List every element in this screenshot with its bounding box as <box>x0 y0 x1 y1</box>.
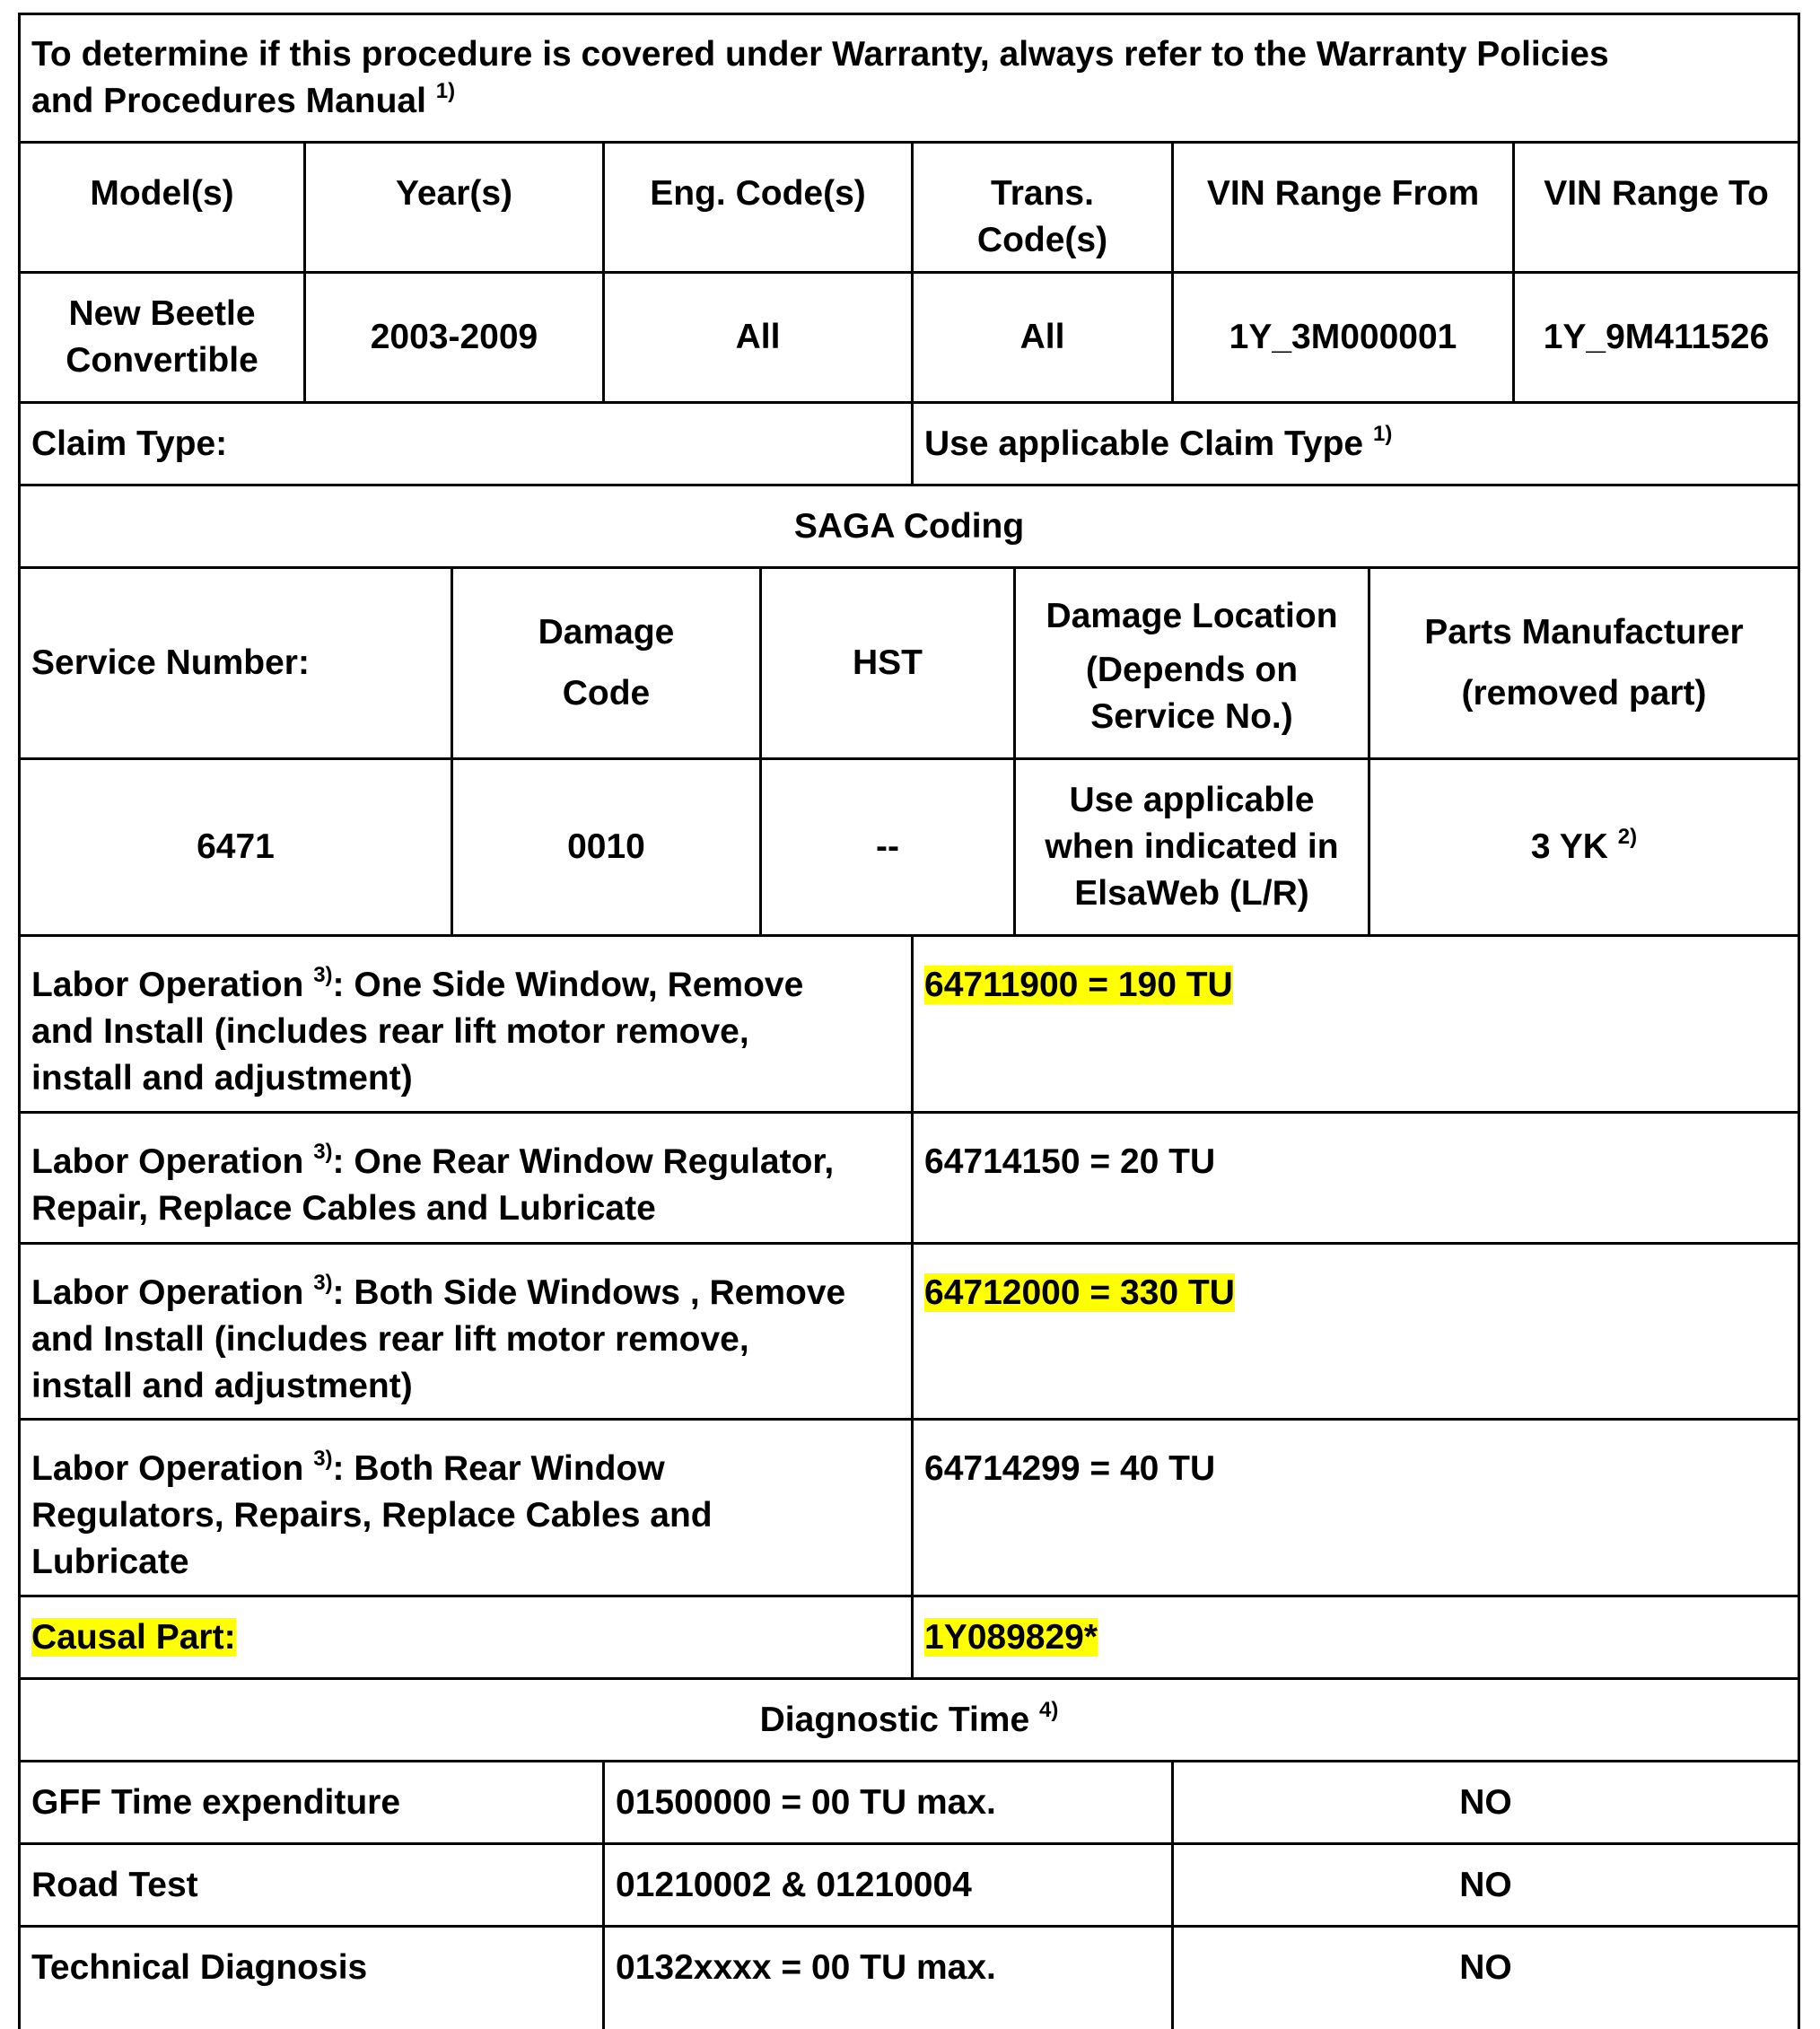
labor-operation-4-line-2: Regulators, Repairs, Replace Cables and <box>31 1496 713 1535</box>
labor-operation-3-line-2: and Install (includes rear lift motor remove, <box>31 1320 749 1359</box>
labor-code-1 <box>914 937 1798 1111</box>
year-value <box>306 274 602 401</box>
diagnostic-row-label <box>21 1762 602 1842</box>
damage-location-value-line-2: when indicated in <box>1045 827 1339 866</box>
claim-type-label <box>21 404 911 484</box>
claim-type-value-text: Use applicable Claim Type <box>924 424 1364 463</box>
labor-operation-4-line-1 <box>31 1446 665 1492</box>
labor-code-3 <box>914 1245 1798 1418</box>
saga-coding-title <box>21 486 1798 566</box>
diagnostic-row-code-text: 01210002 & 01210004 <box>616 1865 972 1904</box>
hst-value-text: -- <box>876 827 899 866</box>
causal-part-value-text: 1Y089829* <box>924 1617 1098 1657</box>
vin-to-value-text: 1Y_9M411526 <box>1543 318 1770 356</box>
hst-value <box>762 760 1013 934</box>
diagnostic-row-label <box>21 1845 602 1925</box>
hst-header-text: HST <box>853 643 923 682</box>
warranty-note <box>21 15 1798 141</box>
labor-operation-3-line-3: install and adjustment) <box>31 1367 413 1405</box>
damage-code-value-text: 0010 <box>567 827 645 866</box>
model-value <box>21 274 303 401</box>
labor-code-2-text: 64714150 = 20 TU <box>924 1142 1216 1181</box>
model-value-line-2: Convertible <box>66 341 258 380</box>
model-value-line-1: New Beetle <box>68 294 256 333</box>
col-header-vin-to-text: VIN Range To <box>1544 174 1769 213</box>
damage-location-header <box>1016 569 1368 757</box>
claim-type-value <box>914 404 1798 484</box>
damage-code-header-line-2: Code <box>562 674 651 713</box>
year-value-text: 2003-2009 <box>370 318 538 356</box>
parts-manufacturer-value-wrap <box>1531 824 1637 870</box>
diagnostic-row-label-text: Technical Diagnosis <box>31 1947 368 1987</box>
eng-value-text: All <box>735 318 781 356</box>
warranty-note-line-2-wrap <box>31 78 455 125</box>
labor-code-4-text: 64714299 = 40 TU <box>924 1449 1216 1488</box>
warranty-note-line-1: To determine if this procedure is covered under Warranty, always refer to the Warranty Policies <box>31 35 1609 74</box>
damage-location-header-line-3: Service No.) <box>1090 697 1293 736</box>
diagnostic-row-value-text: NO <box>1459 1865 1512 1904</box>
labor-operation-4-line-3: Lubricate <box>31 1543 189 1581</box>
diagnostic-row-label-text: GFF Time expenditure <box>31 1782 401 1822</box>
col-header-trans-line-1: Trans. <box>991 174 1094 213</box>
footnote-ref: 1) <box>1372 421 1393 446</box>
damage-location-value <box>1016 760 1368 934</box>
parts-manufacturer-header-line-2: (removed part) <box>1461 674 1707 713</box>
vin-from-value <box>1174 274 1512 401</box>
labor-desc: : One Rear Window Regulator, <box>332 1142 835 1181</box>
causal-part-label <box>21 1597 911 1677</box>
diagnostic-time-title-text: Diagnostic Time <box>759 1700 1030 1739</box>
col-header-vin-to <box>1515 144 1798 271</box>
labor-code-4 <box>914 1421 1798 1595</box>
diagnostic-row-value-text: NO <box>1459 1782 1512 1822</box>
diagnostic-row-value <box>1174 1928 1798 2007</box>
labor-operation-4 <box>21 1421 911 1595</box>
col-header-eng <box>605 144 911 271</box>
labor-prefix: Labor Operation <box>31 1142 304 1181</box>
diagnostic-time-title <box>21 1680 1798 1760</box>
diagnostic-row-value-text: NO <box>1459 1947 1512 1987</box>
footnote-ref: 2) <box>1617 825 1638 849</box>
damage-code-header <box>453 569 759 757</box>
vin-to-value <box>1515 274 1798 401</box>
footnote-ref: 3) <box>313 1271 333 1295</box>
footnote-ref: 3) <box>313 963 333 987</box>
service-number-value <box>21 760 451 934</box>
damage-location-value-line-1: Use applicable <box>1069 781 1315 819</box>
diagnostic-row-code-text: 0132xxxx = 00 TU max. <box>616 1947 996 1987</box>
hst-header <box>762 569 1013 757</box>
col-header-vin-from-text: VIN Range From <box>1206 174 1480 213</box>
col-header-eng-text: Eng. Code(s) <box>650 174 866 213</box>
col-header-model <box>21 144 303 271</box>
service-number-label-text: Service Number: <box>31 643 310 682</box>
rule <box>1798 13 1800 2029</box>
damage-location-header-line-2: (Depends on <box>1085 651 1299 689</box>
labor-operation-2-line-1 <box>31 1139 834 1185</box>
vin-from-value-text: 1Y_3M000001 <box>1229 318 1457 356</box>
labor-operation-3-line-1 <box>31 1270 845 1316</box>
labor-prefix: Labor Operation <box>31 1273 304 1312</box>
labor-operation-1-line-2: and Install (includes rear lift motor remove, <box>31 1012 749 1051</box>
footnote-ref: 1) <box>435 79 456 103</box>
service-number-label <box>21 569 451 757</box>
damage-code-header-line-1: Damage <box>538 613 675 652</box>
labor-operation-3 <box>21 1245 911 1418</box>
col-header-trans <box>914 144 1171 271</box>
col-header-model-text: Model(s) <box>90 174 234 213</box>
warranty-note-line-2: and Procedures Manual <box>31 82 426 120</box>
parts-manufacturer-value <box>1370 760 1798 934</box>
footnote-ref: 3) <box>313 1140 333 1164</box>
labor-desc: : Both Side Windows , Remove <box>332 1273 846 1312</box>
labor-desc: : One Side Window, Remove <box>332 966 804 1004</box>
labor-prefix: Labor Operation <box>31 1449 304 1488</box>
parts-manufacturer-header <box>1370 569 1798 757</box>
footnote-ref: 3) <box>313 1447 333 1471</box>
labor-code-3-text: 64712000 = 330 TU <box>924 1273 1235 1312</box>
labor-operation-1-line-3: install and adjustment) <box>31 1059 413 1098</box>
trans-value <box>914 274 1171 401</box>
col-header-trans-line-2: Code(s) <box>976 221 1108 259</box>
diagnostic-row-label <box>21 1928 602 2007</box>
labor-code-2 <box>914 1114 1798 1242</box>
diagnostic-row-code <box>605 1762 1171 1842</box>
labor-code-1-text: 64711900 = 190 TU <box>924 966 1233 1004</box>
col-header-year <box>306 144 602 271</box>
parts-manufacturer-header-line-1: Parts Manufacturer <box>1424 613 1744 652</box>
saga-coding-title-text: SAGA Coding <box>793 506 1025 546</box>
eng-value <box>605 274 911 401</box>
col-header-year-text: Year(s) <box>395 174 513 213</box>
labor-operation-1-line-1 <box>31 962 803 1009</box>
col-header-vin-from <box>1174 144 1512 271</box>
diagnostic-row-value <box>1174 1762 1798 1842</box>
claim-type-label-text: Claim Type: <box>31 424 228 463</box>
diagnostic-row-code-text: 01500000 = 00 TU max. <box>616 1782 996 1822</box>
damage-code-value <box>453 760 759 934</box>
service-number-value-text: 6471 <box>197 827 275 866</box>
parts-manufacturer-value-text: 3 YK <box>1530 827 1608 866</box>
claim-type-value-wrap <box>924 421 1392 468</box>
labor-operation-2-line-2: Repair, Replace Cables and Lubricate <box>31 1189 656 1228</box>
footnote-ref: 4) <box>1039 1697 1059 1722</box>
diagnostic-row-value <box>1174 1845 1798 1925</box>
damage-location-header-line-1: Damage Location <box>1046 597 1338 635</box>
trans-value-text: All <box>1019 318 1065 356</box>
diagnostic-row-code <box>605 1845 1171 1925</box>
labor-prefix: Labor Operation <box>31 966 304 1004</box>
causal-part-label-text: Causal Part: <box>31 1617 236 1657</box>
diagnostic-row-label-text: Road Test <box>31 1865 198 1904</box>
labor-operation-1 <box>21 937 911 1111</box>
labor-desc: : Both Rear Window <box>332 1449 665 1488</box>
causal-part-value <box>914 1597 1798 1677</box>
diagnostic-time-title-wrap <box>760 1697 1059 1744</box>
labor-operation-2 <box>21 1114 911 1242</box>
damage-location-value-line-3: ElsaWeb (L/R) <box>1074 874 1309 913</box>
diagnostic-row-code <box>605 1928 1171 2007</box>
